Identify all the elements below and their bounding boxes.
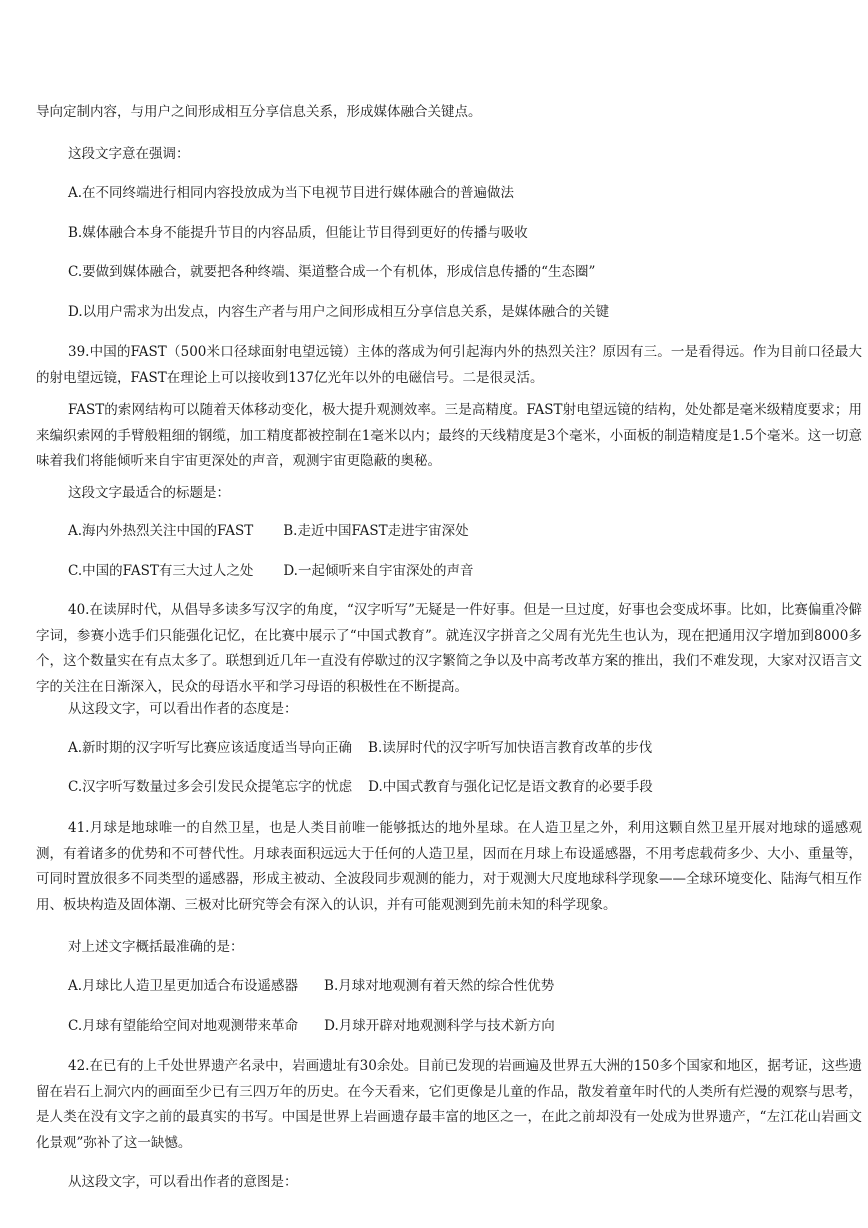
q41-options-row-1 xyxy=(68,976,554,996)
q41-option-a: A.月球比人造卫星更加适合布设遥感器 xyxy=(68,978,299,994)
q39-option-b: B.走近中国FAST走进宇宙深处 xyxy=(283,523,469,539)
q40-option-a: A.新时期的汉字听写比赛应该适度适当导向正确 xyxy=(68,740,353,756)
q39-option-d: D.一起倾听来自宇宙深处的声音 xyxy=(283,563,474,579)
q38-option-b: B.媒体融合本身不能提升节目的内容品质，但能让节目得到更好的传播与吸收 xyxy=(68,225,528,241)
q40-prompt: 从这段文字，可以看出作者的态度是： xyxy=(68,701,298,717)
q39-options-row-1 xyxy=(68,521,469,541)
q41-paragraph: 41.月球是地球唯一的自然卫星，也是人类目前唯一能够抵达的地外星球。在人造卫星之外，利用这颗自然卫星开展对地球的遥感观测，有着诸多的优势和不可替代性。月球表面积远远大于任何的人造卫星，因而在月球上布设遥感器，不用考虑载荷多少、大小、重量等，可同时置放很多不同类型的遥感器，形成主被动、全波段同步观测的能力，对于观测大尺度地球科学现象——全球环境变化、陆海气相互作用、板块构造及固体潮、三极对比研究等会有深入的认识，并有可能观测到先前未知的科学现象。 xyxy=(36,820,862,913)
q40-option-c: C.汉字听写数量过多会引发民众提笔忘字的忧虑 xyxy=(68,779,353,795)
q41-option-d: D.月球开辟对地观测科学与技术新方向 xyxy=(324,1018,555,1034)
q39-paragraph-1: 39.中国的FAST（500米口径球面射电望远镜）主体的落成为何引起海内外的热烈关注？原因有三。一是看得远。作为目前口径最大的射电望远镜，FAST在理论上可以接收到137亿光年以外的电磁信号。二是很灵活。 xyxy=(36,344,862,386)
q41-option-c: C.月球有望能给空间对地观测带来革命 xyxy=(68,1018,299,1034)
q39-option-c: C.中国的FAST有三大过人之处 xyxy=(68,563,254,579)
q39-paragraph-2: FAST的索网结构可以随着天体移动变化，极大提升观测效率。三是高精度。FAST射电望远镜的结构，处处都是毫米级精度要求；用来编织索网的手臂般粗细的钢缆，加工精度都被控制在1毫米以内；最终的天线精度是3个毫米，小面板的制造精度是1.5个毫米。这一切意味着我们将能倾听来自宇宙更深处的声音，观测宇宙更隐蔽的奥秘。 xyxy=(36,402,862,469)
q38-option-a: A.在不同终端进行相同内容投放成为当下电视节目进行媒体融合的普遍做法 xyxy=(68,185,515,201)
q39-options-row-2 xyxy=(68,561,473,581)
q38-option-c: C.要做到媒体融合，就要把各种终端、渠道整合成一个有机体，形成信息传播的“生态圈” xyxy=(68,264,596,280)
q41-options-row-2 xyxy=(68,1016,555,1036)
q38-prompt: 这段文字意在强调： xyxy=(68,146,190,162)
q42-prompt: 从这段文字，可以看出作者的意图是： xyxy=(68,1174,298,1190)
q40-option-d: D.中国式教育与强化记忆是语文教育的必要手段 xyxy=(368,779,653,795)
q38-option-d: D.以用户需求为出发点，内容生产者与用户之间形成相互分享信息关系，是媒体融合的关键 xyxy=(68,304,610,320)
q40-option-b: B.读屏时代的汉字听写加快语言教育改革的步伐 xyxy=(368,740,653,756)
q39-prompt: 这段文字最适合的标题是： xyxy=(68,485,230,501)
q42-paragraph: 42.在已有的上千处世界遗产名录中，岩画遗址有30余处。目前已发现的岩画遍及世界五大洲的150多个国家和地区，据考证，这些遗留在岩石上洞穴内的画面至少已有三四万年的历史。在今天看来，它们更像是儿童的作品，散发着童年时代的人类所有烂漫的观察与思考，是人类在没有文字之前的最真实的书写。中国是世界上岩画遗存最丰富的地区之一，在此之前却没有一处成为世界遗产，“左江花山岩画文化景观”弥补了这一缺憾。 xyxy=(36,1058,862,1151)
q40-paragraph: 40.在读屏时代，从倡导多读多写汉字的角度，“汉字听写”无疑是一件好事。但是一旦过度，好事也会变成坏事。比如，比赛偏重冷僻字词，参赛小选手们只能强化记忆，在比赛中展示了“中国式教育”。就连汉字拼音之父周有光先生也认为，现在把通用汉字增加到8000多个，这个数量实在有点太多了。联想到近几年一直没有停歇过的汉字繁简之争以及中高考改革方案的推出，我们不难发现，大家对汉语言文字的关注在日渐深入，民众的母语水平和学习母语的积极性在不断提高。 xyxy=(36,602,862,695)
q39-option-a: A.海内外热烈关注中国的FAST xyxy=(68,523,254,539)
q41-prompt: 对上述文字概括最准确的是： xyxy=(68,939,244,955)
q40-options-row-2 xyxy=(68,777,653,797)
q40-options-row-1 xyxy=(68,738,652,758)
q41-option-b: B.月球对地观测有着天然的综合性优势 xyxy=(324,978,555,994)
intro-line: 导向定制内容，与用户之间形成相互分享信息关系，形成媒体融合关键点。 xyxy=(36,104,482,120)
